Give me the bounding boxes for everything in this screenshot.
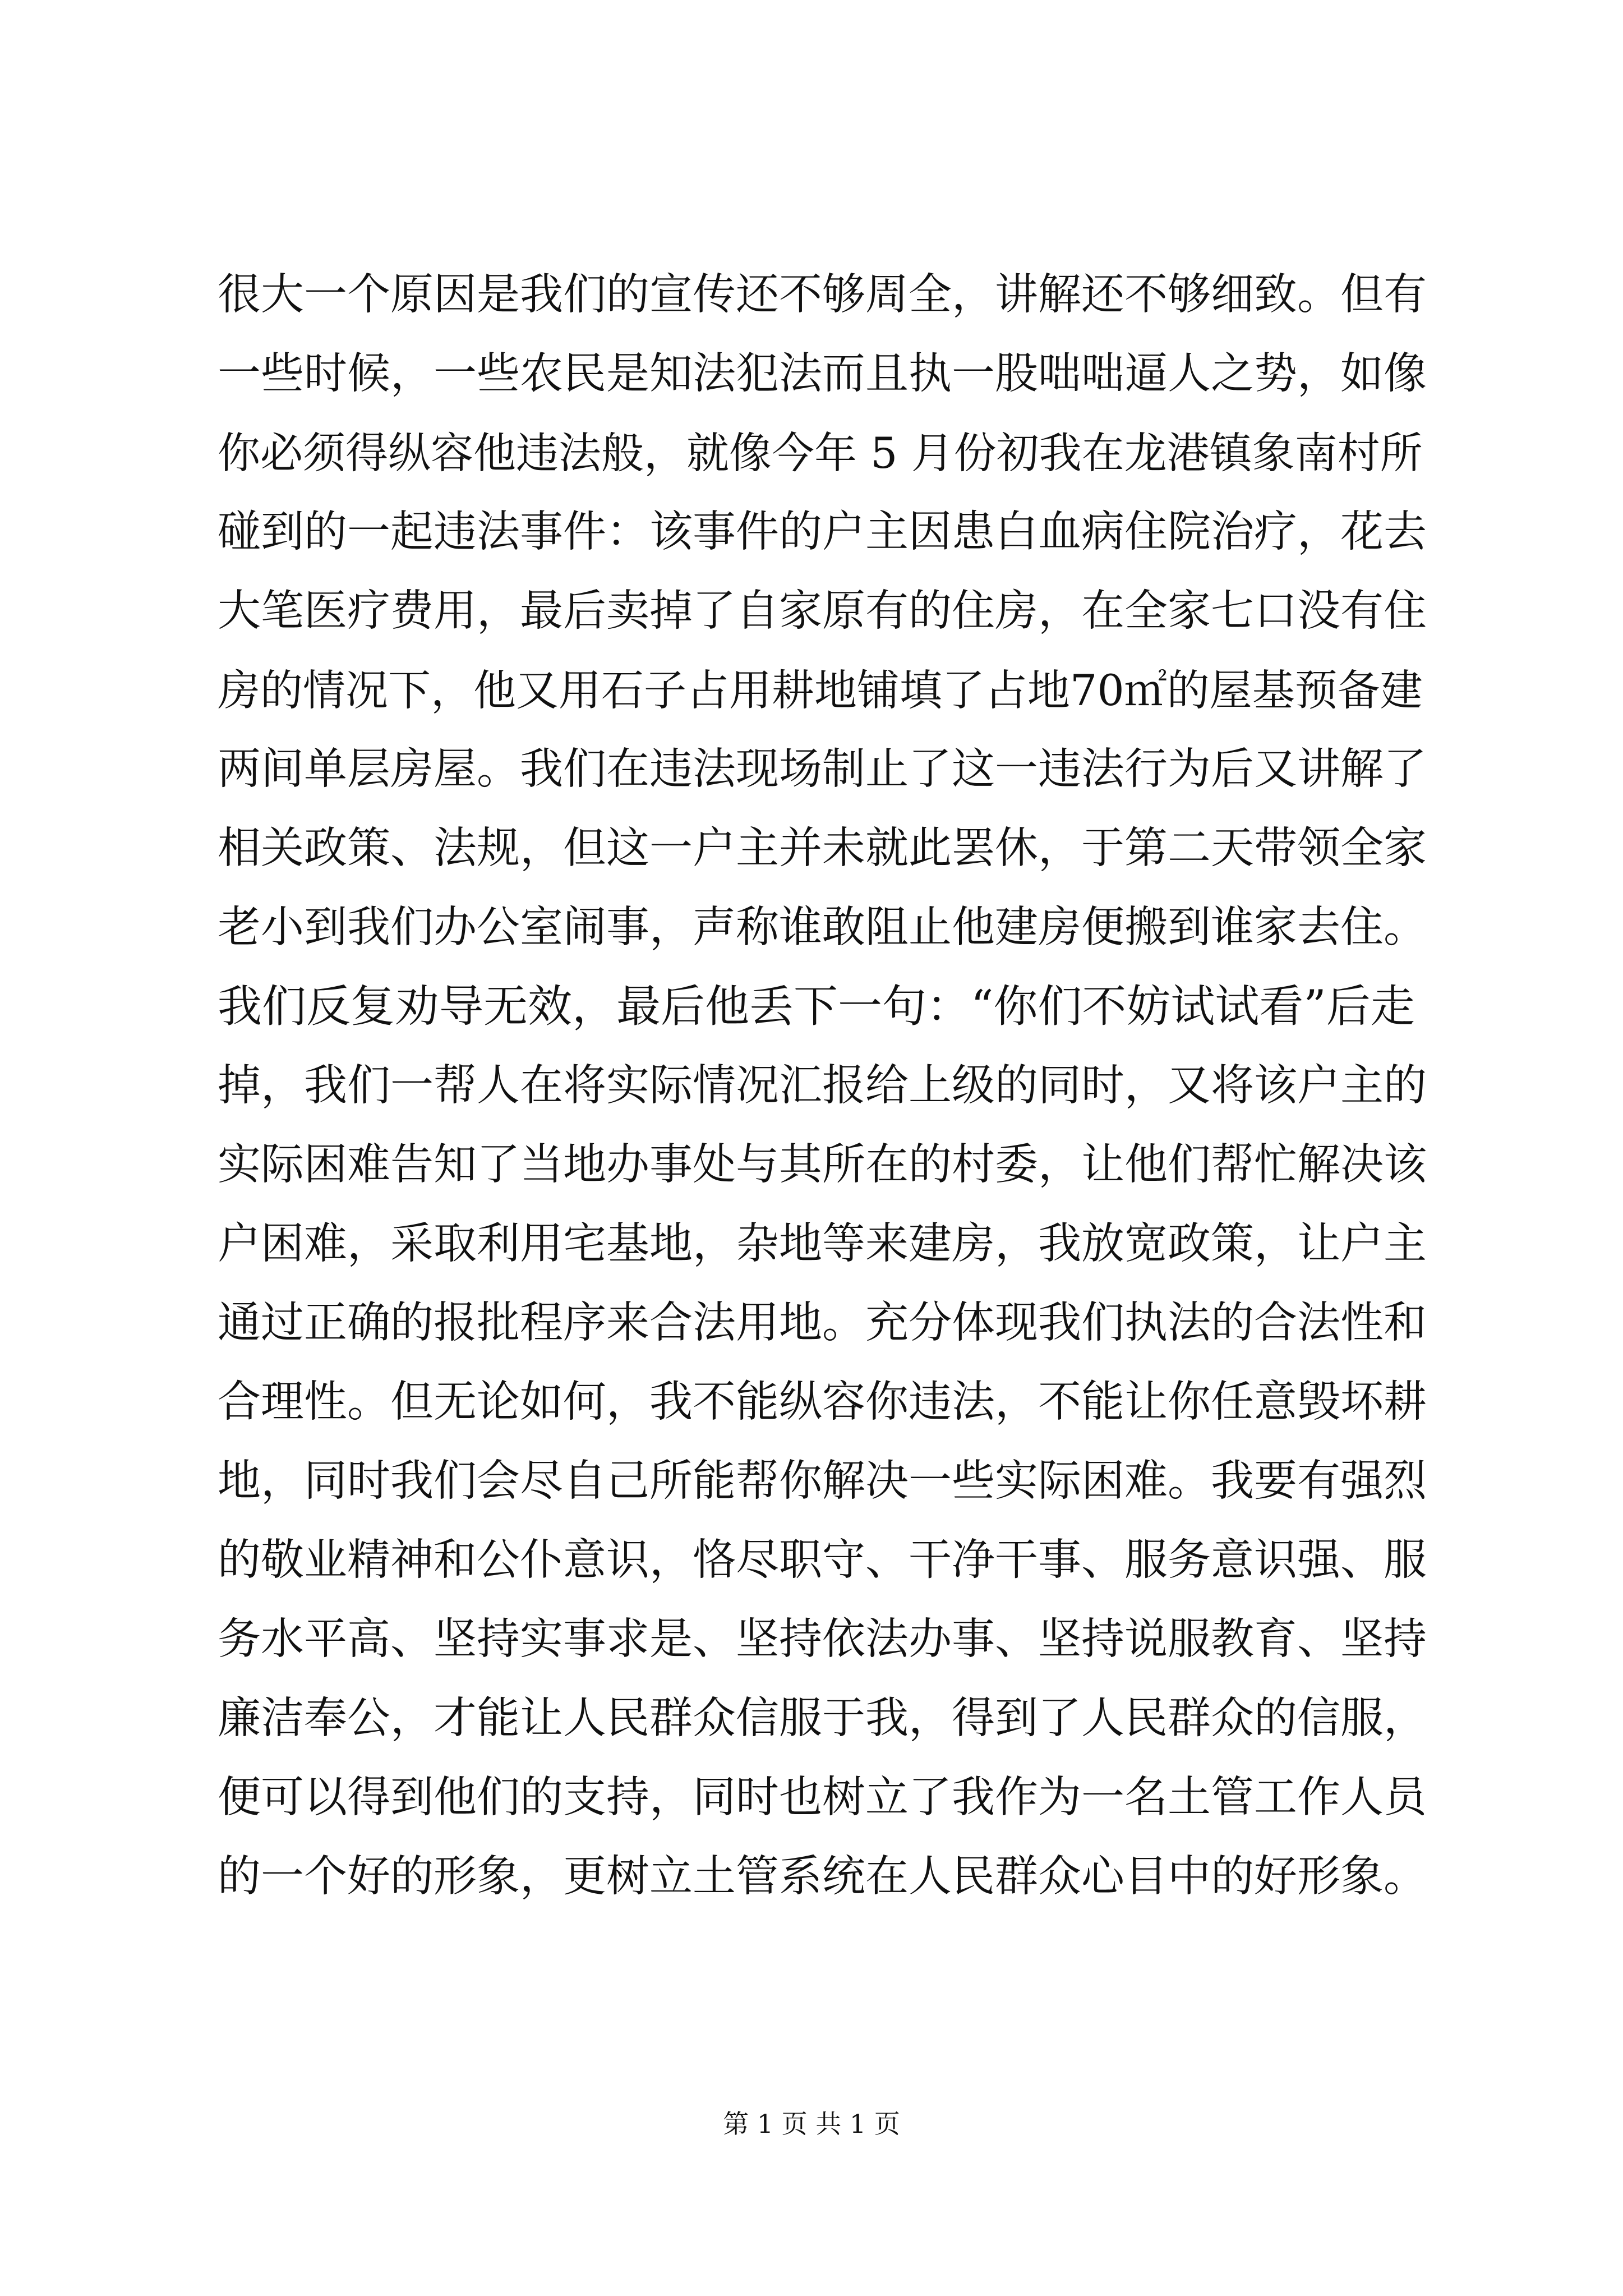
text-line: 相关政策、法规，但这一户主并未就此罢休，于第二天带领全家 xyxy=(218,823,1427,873)
text-line: 大笔医疗费用，最后卖掉了自家原有的住房，在全家七口没有住 xyxy=(218,586,1427,636)
text-line: 务水平高、坚持实事求是、坚持依法办事、坚持说服教育、坚持 xyxy=(218,1614,1427,1664)
text-line: 我们反复劝导无效，最后他丢下一句：“你们不妨试试看”后走 xyxy=(218,981,1415,1032)
text-line: 两间单层房屋。我们在违法现场制止了这一违法行为后又讲解了 xyxy=(218,744,1427,794)
page-number-label: 第 1 页 共 1 页 xyxy=(723,2109,900,2139)
text-line: 一些时候，一些农民是知法犯法而且执一股咄咄逼人之势，如像 xyxy=(218,349,1427,399)
text-line: 碰到的一起违法事件：该事件的户主因患白血病住院治疗，花去 xyxy=(218,507,1427,557)
text-line: 的敬业精神和公仆意识，恪尽职守、干净干事、服务意识强、服 xyxy=(218,1535,1427,1585)
text-line: 你必须得纵容他违法般，就像今年 5 月份初我在龙港镇象南村所 xyxy=(218,428,1423,478)
text-line: 很大一个原因是我们的宣传还不够周全，讲解还不够细致。但有 xyxy=(218,270,1427,320)
text-line: 掉，我们一帮人在将实际情况汇报给上级的同时，又将该户主的 xyxy=(218,1061,1427,1111)
page-footer xyxy=(0,2107,1623,2141)
text-line: 的一个好的形象，更树立土管系统在人民群众心目中的好形象。 xyxy=(218,1852,1427,1902)
text-line: 户困难，采取利用宅基地，杂地等来建房，我放宽政策，让户主 xyxy=(218,1219,1427,1269)
text-line: 合理性。但无论如何，我不能纵容你违法，不能让你任意毁坏耕 xyxy=(218,1377,1427,1427)
body-paragraph xyxy=(218,255,1429,1916)
text-line: 老小到我们办公室闹事，声称谁敢阻止他建房便搬到谁家去住。 xyxy=(218,903,1427,953)
text-line: 通过正确的报批程序来合法用地。充分体现我们执法的合法性和 xyxy=(218,1298,1427,1348)
text-line: 便可以得到他们的支持，同时也树立了我作为一名土管工作人员 xyxy=(218,1773,1427,1823)
text-line: 实际困难告知了当地办事处与其所在的村委，让他们帮忙解决该 xyxy=(218,1140,1427,1190)
text-line: 房的情况下，他又用石子占用耕地铺填了占地70㎡的屋基预备建 xyxy=(218,665,1423,715)
text-line: 廉洁奉公，才能让人民群众信服于我，得到了人民群众的信服， xyxy=(218,1694,1427,1743)
text-line: 地，同时我们会尽自己所能帮你解决一些实际困难。我要有强烈 xyxy=(218,1456,1427,1506)
